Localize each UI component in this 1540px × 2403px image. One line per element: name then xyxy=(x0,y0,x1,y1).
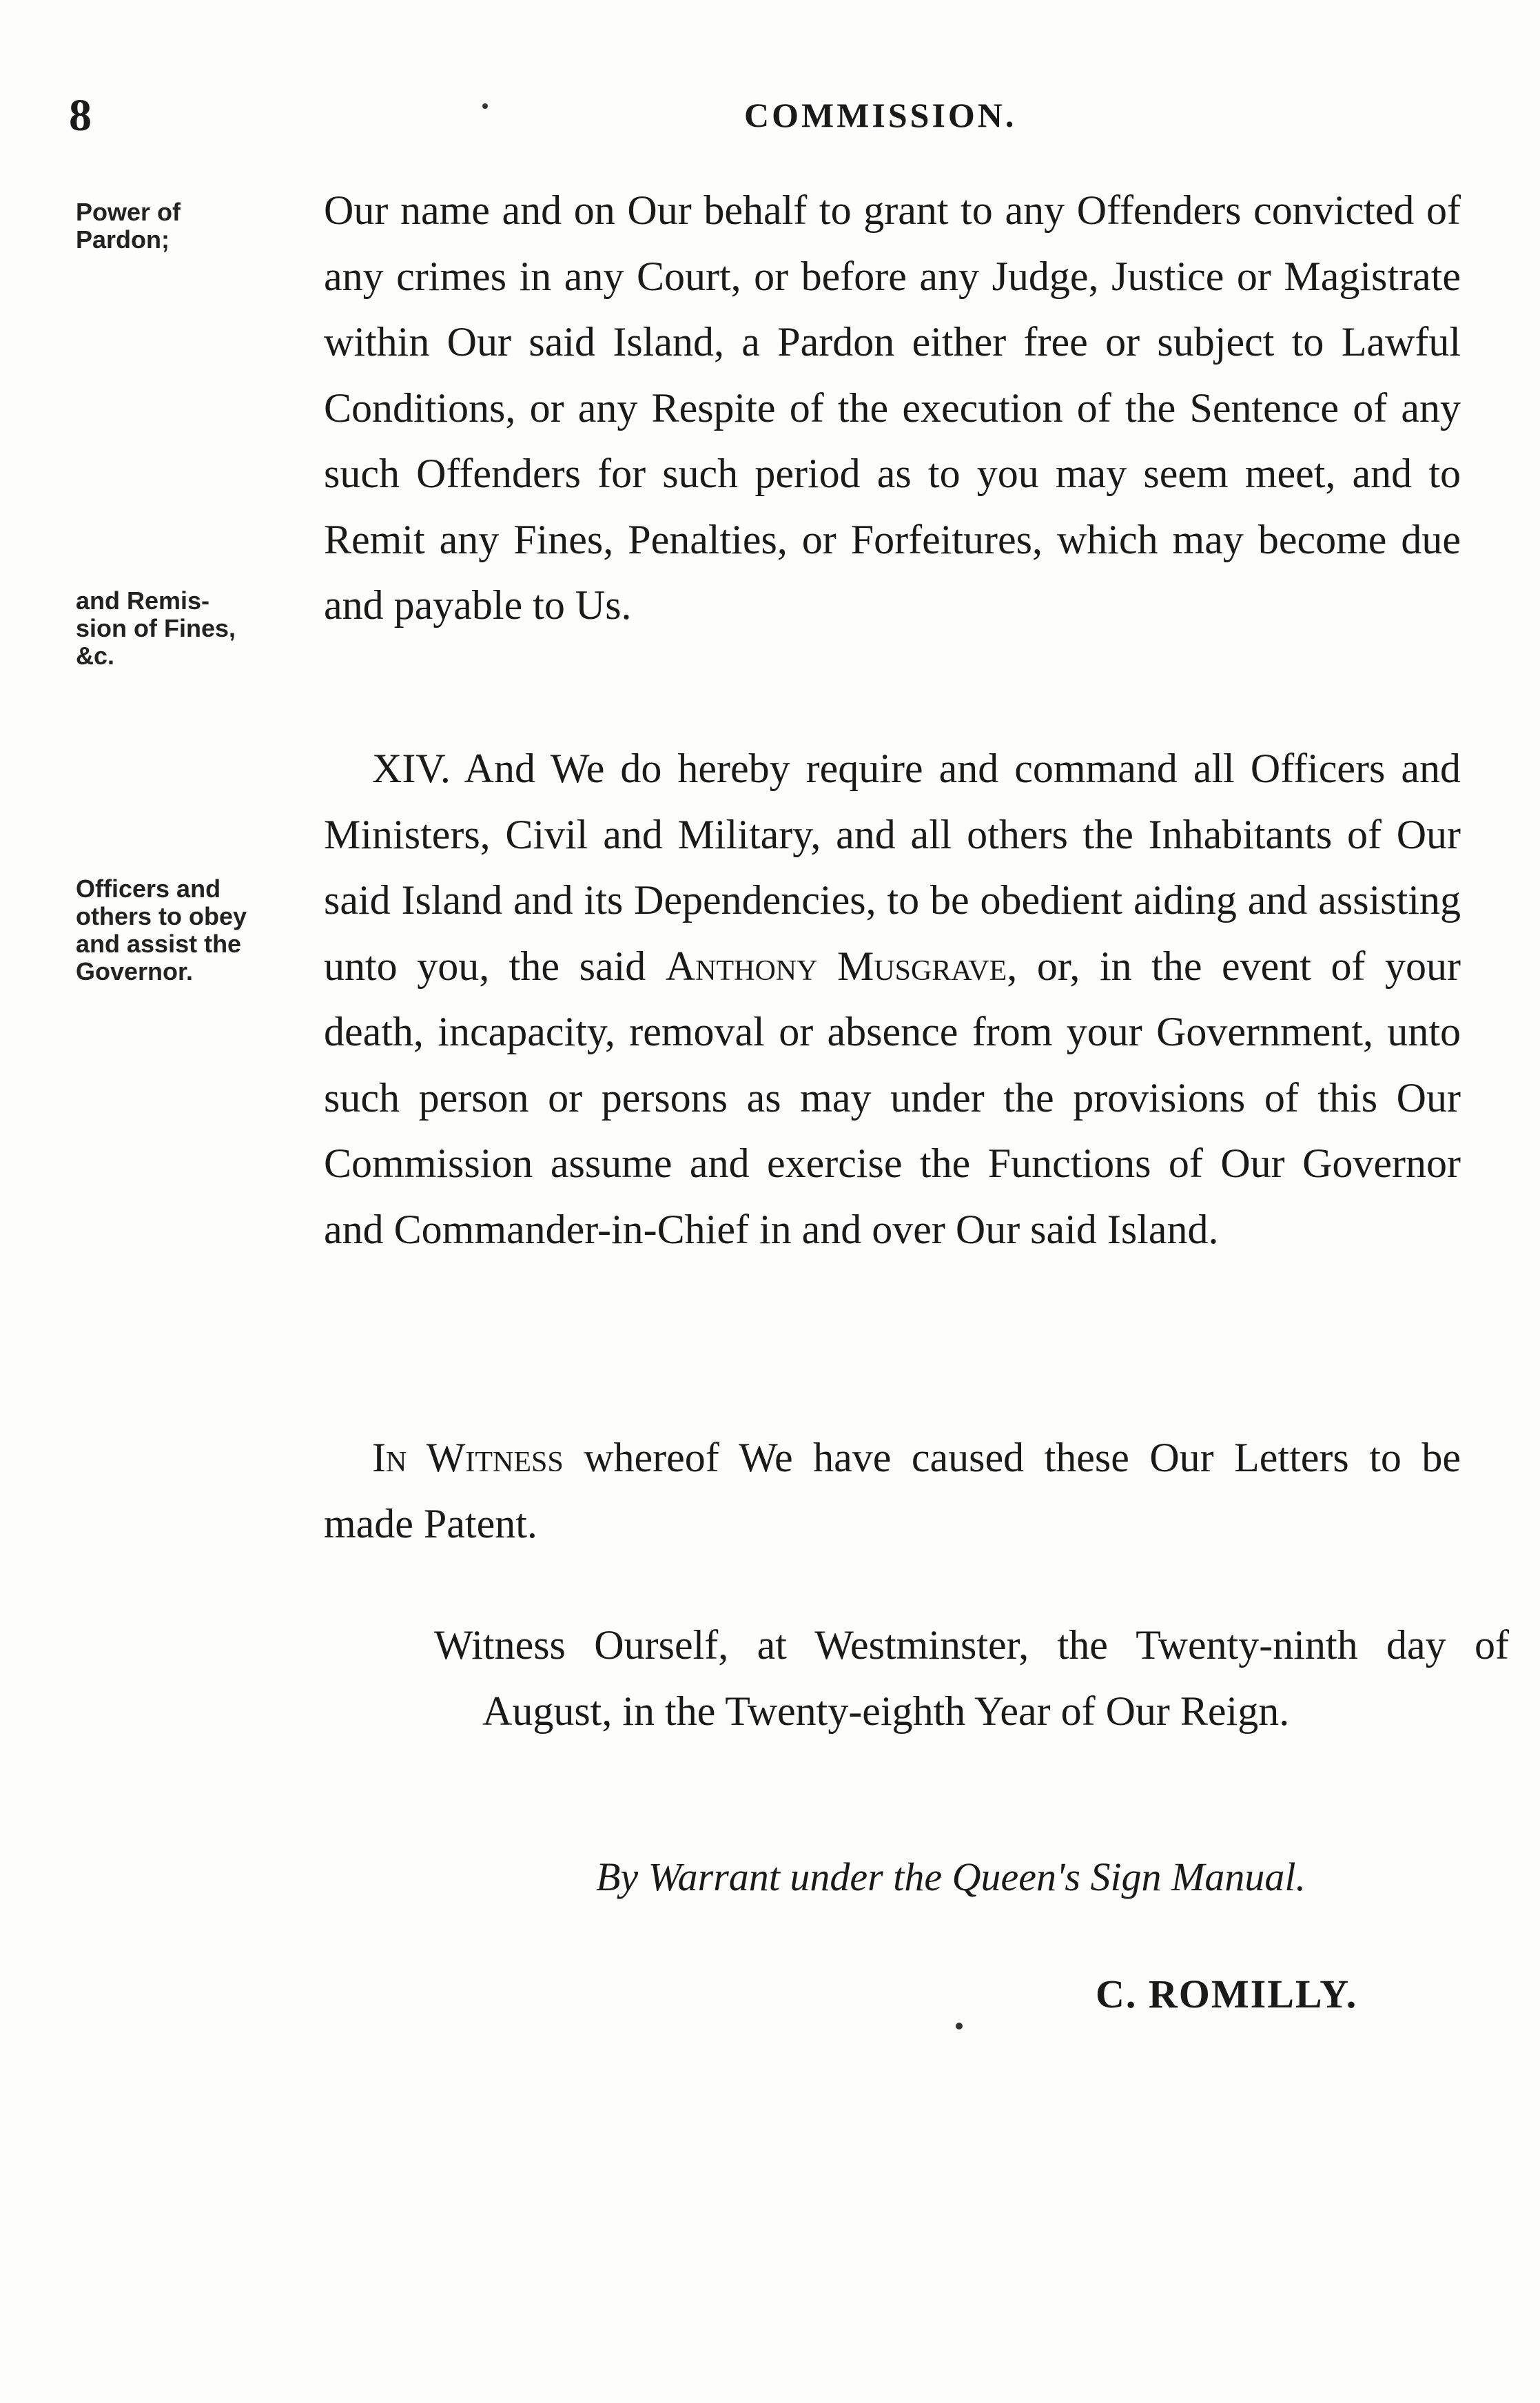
margin-note-remission xyxy=(76,587,324,670)
margin-note-line: Power of xyxy=(76,198,181,226)
margin-note-line: Officers and xyxy=(76,875,221,903)
margin-note-power-of-pardon xyxy=(76,198,324,254)
margin-note-line: and Remis- xyxy=(76,586,210,615)
page-header xyxy=(0,76,1540,145)
witness-lead: In Witness xyxy=(372,1435,564,1480)
body-paragraph-pardon: Our name and on Our behalf to grant to any Offenders convicted of any crimes in any Court, or before any Judge, Justice or Magistrate within Our said Island, a Pardon either free or subject to Lawful Conditions, or any Respite of the execution of the Sentence of any such Offenders for such period as to you may seem meet, and to Remit any Fines, Penalties, or Forfeitures, which may become due and payable to Us. xyxy=(324,187,1461,628)
paragraph-xiv-text: XIV. And We do hereby require and command all Officers and Ministers, Civil and Military, and all others the Inhabitants of Our said Island and its Dependencies, to be obedient aiding and assisting unto you, the said xyxy=(324,746,1461,989)
governor-name: Anthony Musgrave xyxy=(665,943,1007,989)
print-speck xyxy=(482,103,488,109)
margin-note-line: Pardon; xyxy=(76,225,170,254)
running-head: COMMISSION. xyxy=(744,96,1017,134)
margin-note-line: sion of Fines, xyxy=(76,614,236,642)
print-speck xyxy=(956,2023,963,2029)
paragraph-xiv-text-continued: , or, in the event of your death, incapacity, removal or absence from your Government, unto such person or persons as may under the provisions of this Our Commission assume and exercise the Functions of Our Governor and Commander-in-Chief in and over Our said Island. xyxy=(324,943,1461,1252)
page-number: 8 xyxy=(69,90,92,141)
body-paragraph-xiv xyxy=(324,736,1461,1262)
dating-clause: Witness Ourself, at Westminster, the Twenty-ninth day of August, in the Twenty-eighth Year of Our Reign. xyxy=(434,1622,1509,1734)
witness-clause xyxy=(324,1425,1461,1557)
margin-note-line: Governor. xyxy=(76,957,194,985)
warrant-line: By Warrant under the Queen's Sign Manual. xyxy=(596,1854,1306,1899)
margin-note-line: &c. xyxy=(76,642,115,670)
margin-note-line: others to obey xyxy=(76,902,247,930)
margin-note-line: and assist the xyxy=(76,930,242,958)
witness-text: whereof We have caused these Our Letters to be made Patent. xyxy=(324,1435,1461,1546)
signature: C. ROMILLY. xyxy=(1096,1972,1358,2016)
margin-note-officers xyxy=(76,875,324,985)
